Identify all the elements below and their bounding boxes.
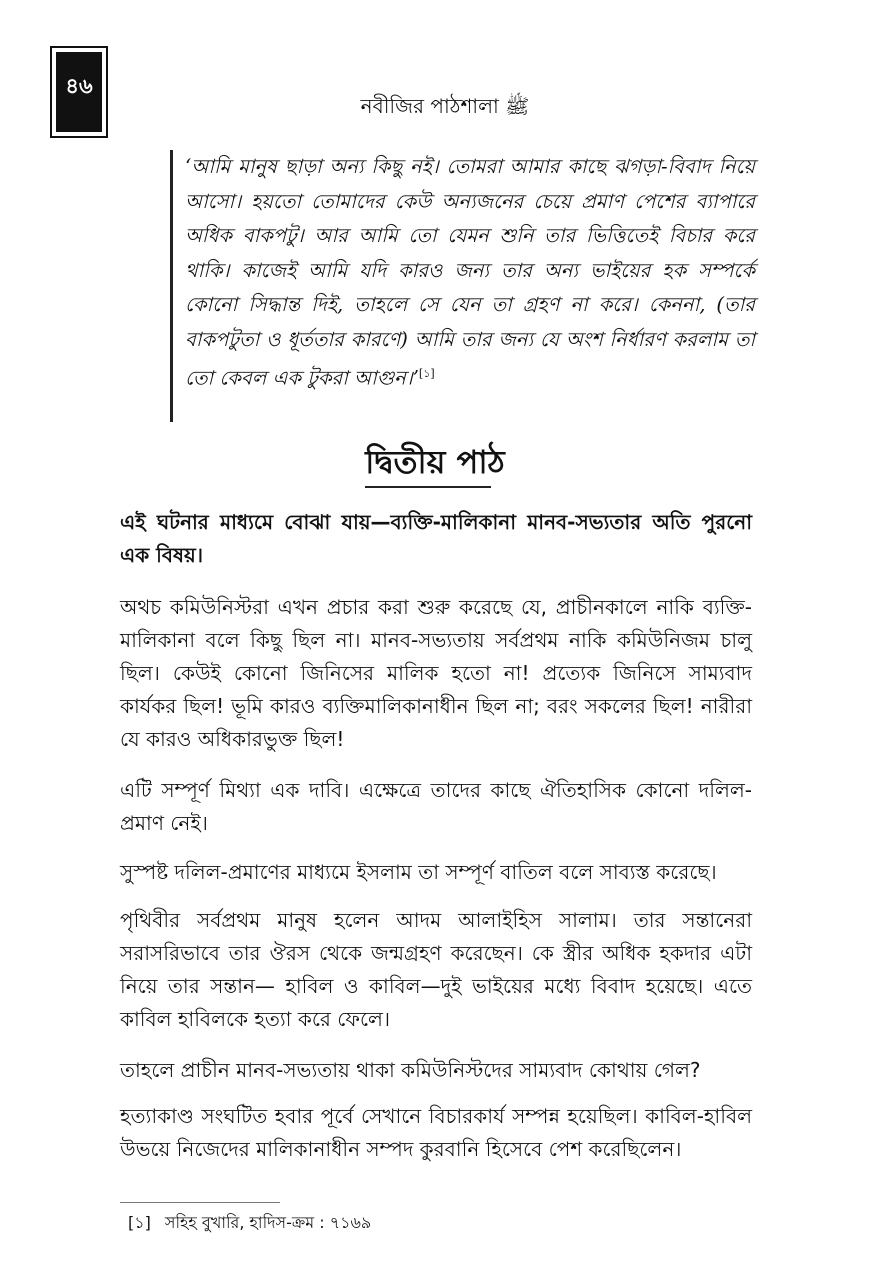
paragraph-judgement: হত্যাকাণ্ড সংঘটিত হবার পূর্বে সেখানে বিচারকার্য সম্পন্ন হয়েছিল। কাবিল-হাবিল উভয়ে নিজেদের মালিকানাধীন সম্পদ কুরবানি হিসেবে পেশ করেছিলেন। [120,1104,752,1161]
lead-paragraph: এই ঘটনার মাধ্যমে বোঝা যায়—ব্যক্তি-মালিকানা মানব-সভ্যতার অতি পুরনো এক বিষয়। [120,510,752,567]
paragraph-false-claim: এটি সম্পূর্ণ মিথ্যা এক দাবি। এক্ষেত্রে তাদের কাছে ঐতিহাসিক কোনো দলিল-প্রমাণ নেই। [120,778,752,835]
footnote [128,1212,371,1234]
page-number: ৪৬ [56,52,102,132]
heading-underline [365,486,491,488]
running-header: নবীজির পাঠশালা ﷺ [360,94,530,118]
paragraph-islam-refutes: সুস্পষ্ট দলিল-প্রমাণের মাধ্যমে ইসলাম তা সম্পূর্ণ বাতিল বলে সাব্যস্ত করেছে। [120,860,717,884]
footnote-divider [120,1202,280,1203]
paragraph-question: তাহলে প্রাচীন মানব-সভ্যতায় থাকা কমিউনিস্টদের সাম্যবাদ কোথায় গেল? [120,1058,701,1082]
quote-text: ‘আমি মানুষ ছাড়া অন্য কিছু নই। তোমরা আমার কাছে ঝগড়া-বিবাদ নিয়ে আসো। হয়তো তোমাদের কেউ অন্যজনের চেয়ে প্রমাণ পেশের ব্যাপারে অধিক বাকপটু। আর আমি তো যেমন শুনি তার ভিত্তিতেই বিচার করে থাকি। কাজেই আমি যদি কারও জন্য তার অন্য ভাইয়ের হক সম্পর্কে কোনো সিদ্ধান্ত দিই, তাহলে সে যেন তা গ্রহণ না করে। কেননা, (তার বাকপটুতা ও ধূর্ততার কারণে) আমি তার জন্য যে অংশ নির্ধারণ করলাম তা তো কেবল এক টুকরা আগুন।’ [185,155,755,390]
quote-footnote-ref[interactable]: [১] [418,367,435,380]
footnote-marker: [১] [128,1213,151,1232]
hadith-quote [170,150,755,422]
lesson-heading: দ্বিতীয় পাঠ [365,443,505,481]
footnote-text: সহিহ বুখারি, হাদিস-ক্রম : ৭১৬৯ [164,1213,372,1232]
paragraph-communism-claim: অথচ কমিউনিস্টরা এখন প্রচার করা শুরু করেছে যে, প্রাচীনকালে নাকি ব্যক্তি-মালিকানা বলে কিছু ছিল না। মানব-সভ্যতায় সর্বপ্রথম নাকি কমিউনিজম চালু ছিল। কেউই কোনো জিনিসের মালিক হতো না! প্রত্যেক জিনিসে সাম্যবাদ কার্যকর ছিল! ভূমি কারও ব্যক্তিমালিকানাধীন ছিল না; বরং সকলের ছিল! নারীরা যে কারও অধিকারভুক্ত ছিল! [120,595,752,751]
page-number-box [50,46,108,138]
paragraph-adam-sons: পৃথিবীর সর্বপ্রথম মানুষ হলেন আদম আলাইহিস সালাম। তার সন্তানেরা সরাসরিভাবে তার ঔরস থেকে জন্মগ্রহণ করেছেন। কে স্ত্রীর অধিক হকদার এটা নিয়ে তার সন্তান— হাবিল ও কাবিল—দুই ভাইয়ের মধ্যে বিবাদ হয়েছে। এতে কাবিল হাবিলকে হত্যা করে ফেলে। [120,908,752,1031]
